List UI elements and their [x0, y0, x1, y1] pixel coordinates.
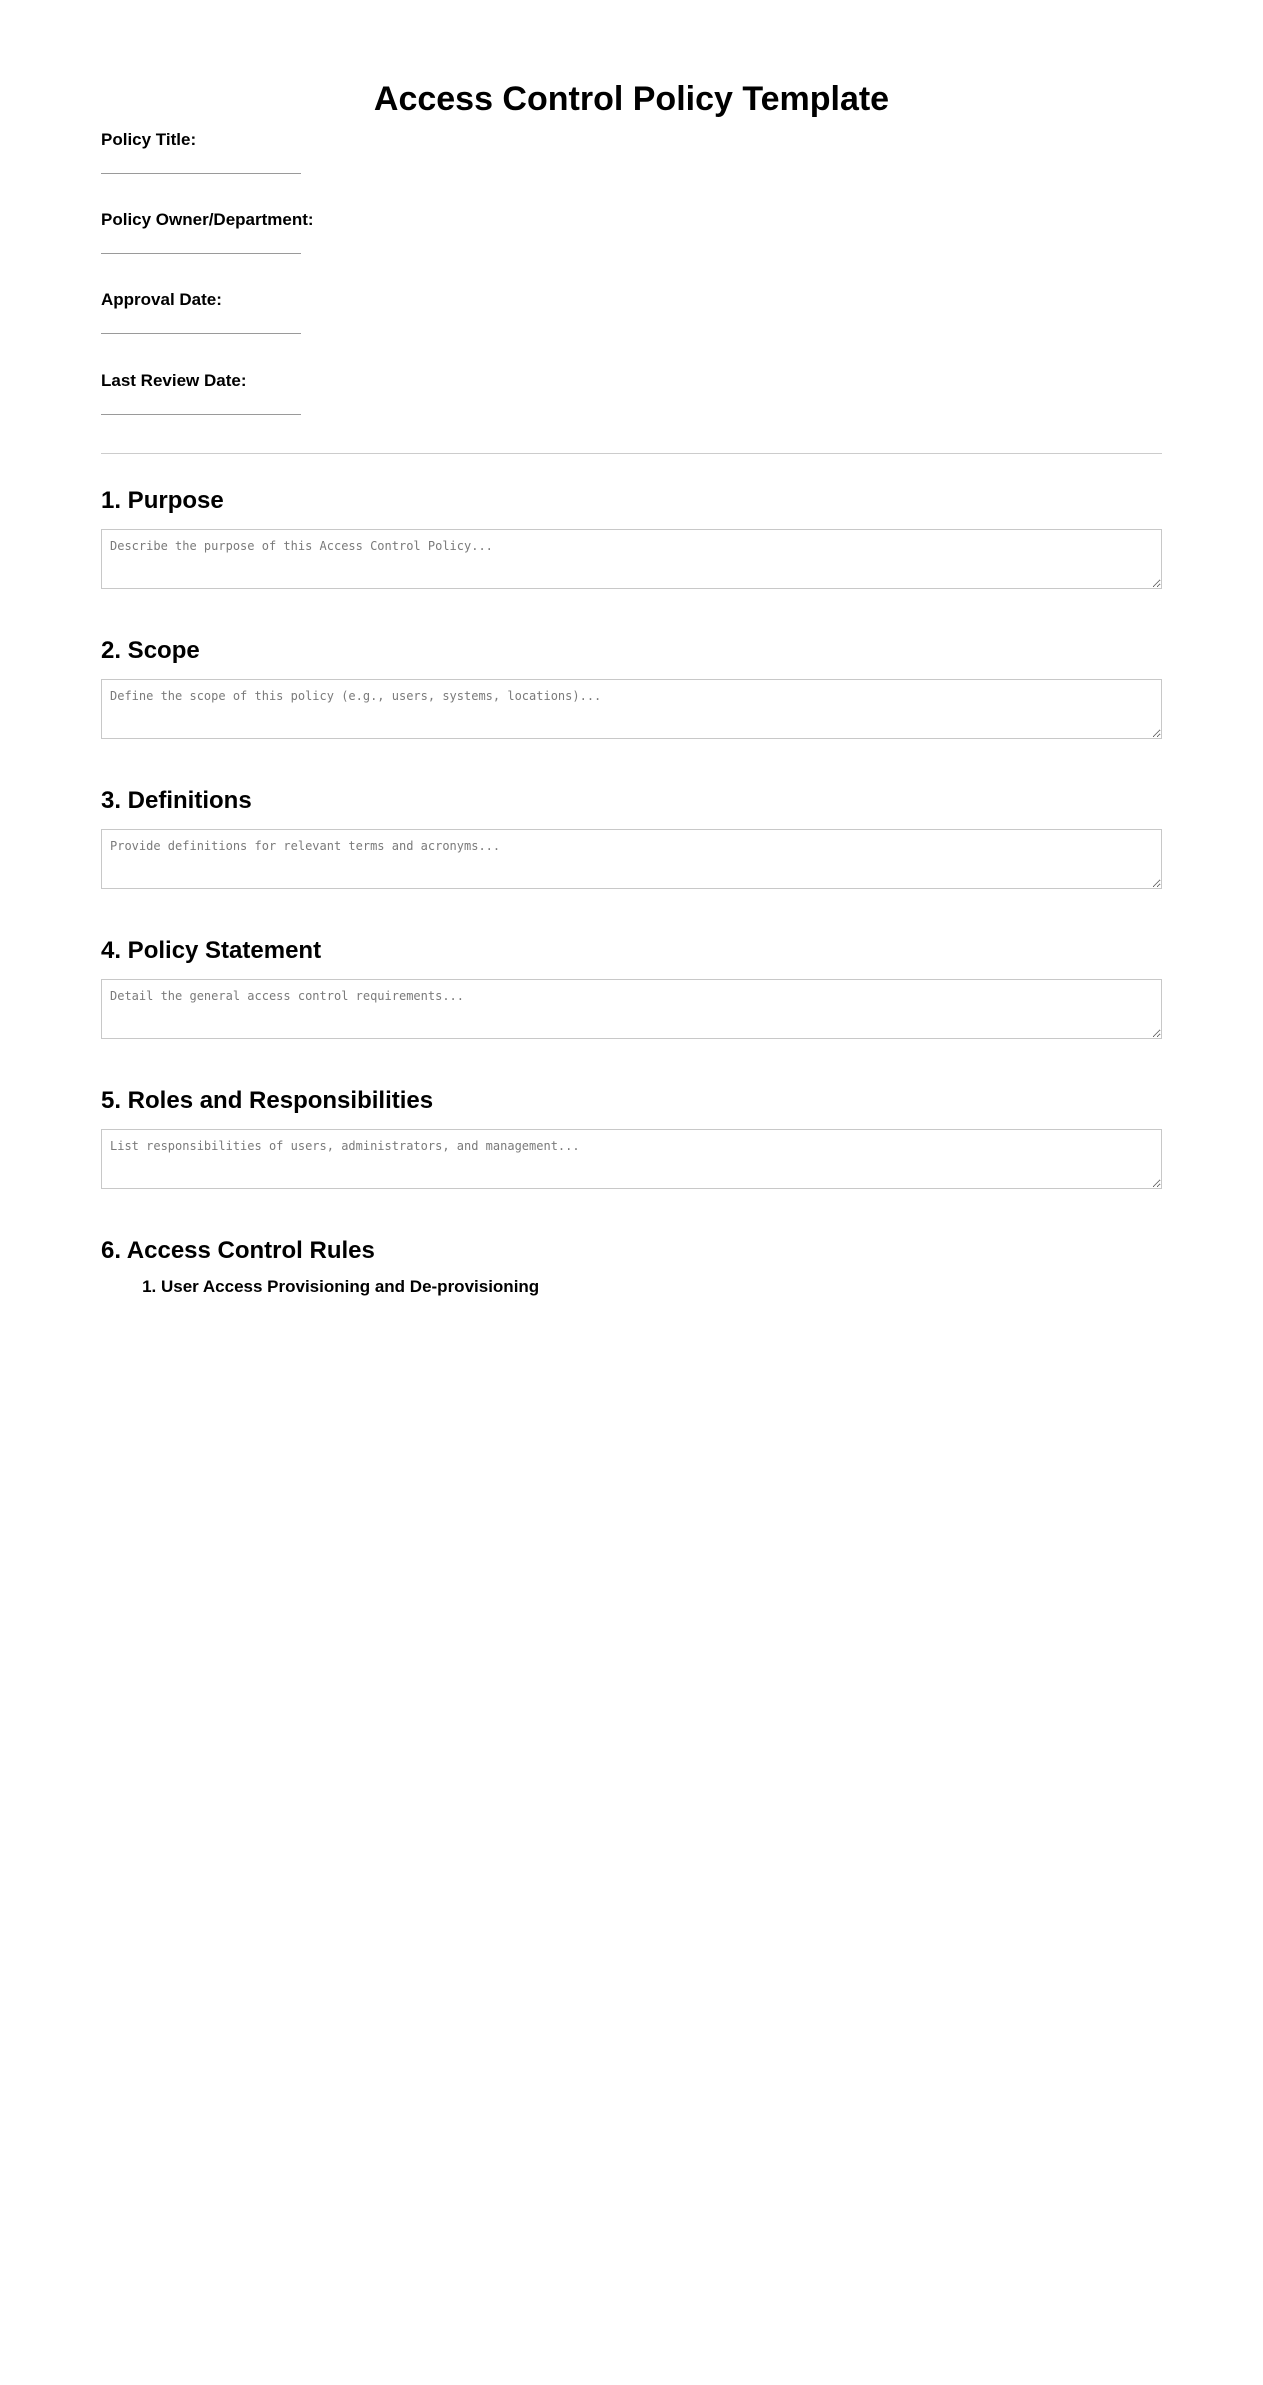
- approval-date-label: Approval Date:: [101, 290, 222, 309]
- section-purpose: [101, 485, 1162, 589]
- policy-owner-input[interactable]: [101, 243, 301, 254]
- list-item: [161, 1275, 1162, 1299]
- policy-title-input[interactable]: [101, 163, 301, 174]
- section-divider: [101, 453, 1162, 454]
- policy-statement-textarea[interactable]: [101, 979, 1162, 1039]
- rules-list: [101, 1275, 1162, 1299]
- policy-title-field: [101, 129, 401, 174]
- scope-textarea[interactable]: [101, 679, 1162, 739]
- section-heading-scope: 2. Scope: [101, 637, 200, 664]
- section-heading-policy-statement: 4. Policy Statement: [101, 937, 322, 964]
- section-access-control-rules: [101, 1235, 1162, 1299]
- section-heading-roles: 5. Roles and Responsibilities: [101, 1087, 434, 1114]
- approval-date-input[interactable]: [101, 323, 301, 334]
- last-review-date-label: Last Review Date:: [101, 371, 247, 390]
- policy-owner-label: Policy Owner/Department:: [101, 210, 314, 229]
- section-heading-access-control-rules: 6. Access Control Rules: [101, 1237, 375, 1264]
- definitions-textarea[interactable]: [101, 829, 1162, 889]
- section-heading-purpose: 1. Purpose: [101, 487, 224, 514]
- purpose-textarea[interactable]: [101, 529, 1162, 589]
- approval-date-field: [101, 289, 401, 334]
- last-review-date-input[interactable]: [101, 404, 301, 415]
- section-policy-statement: [101, 935, 1162, 1039]
- section-heading-definitions: 3. Definitions: [101, 787, 252, 814]
- section-definitions: [101, 785, 1162, 889]
- section-roles: [101, 1085, 1162, 1189]
- policy-title-label: Policy Title:: [101, 130, 197, 149]
- roles-textarea[interactable]: [101, 1129, 1162, 1189]
- last-review-date-field: [101, 370, 401, 415]
- section-scope: [101, 635, 1162, 739]
- rule-item-label: User Access Provisioning and De-provisioning: [161, 1277, 540, 1296]
- policy-owner-field: [101, 209, 401, 254]
- page-title: Access Control Policy Template: [373, 80, 890, 118]
